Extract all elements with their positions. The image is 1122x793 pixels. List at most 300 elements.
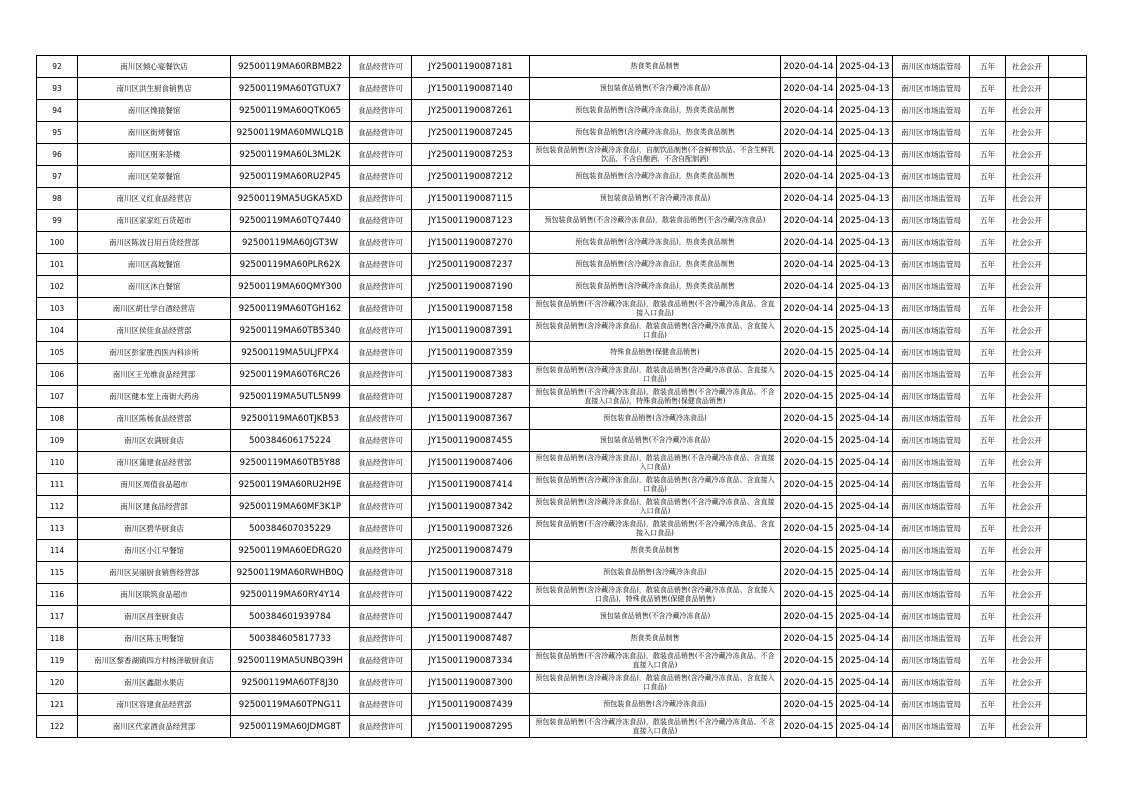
license-table: [36, 55, 1087, 738]
empty-cell: [1049, 276, 1087, 298]
table-row: [37, 210, 1087, 232]
valid-from: 2020-04-15: [781, 320, 837, 342]
valid-from: 2020-04-15: [781, 364, 837, 386]
valid-from: 2020-04-14: [781, 254, 837, 276]
business-scope: 预包装食品销售(含冷藏冷冻食品)，散装食品销售(含冷藏冷冻食品、含直接入口食品): [530, 320, 781, 342]
valid-from: 2020-04-15: [781, 562, 837, 584]
publicity-type: 社会公开: [1006, 474, 1049, 496]
valid-to: 2025-04-13: [837, 232, 893, 254]
license-number: JY15001190087287: [412, 386, 530, 408]
table-row: [37, 166, 1087, 188]
issuing-authority: 南川区市场监管局: [893, 518, 970, 540]
license-number: JY15001190087406: [412, 452, 530, 474]
valid-to: 2025-04-14: [837, 650, 893, 672]
empty-cell: [1049, 518, 1087, 540]
business-scope: 预包装食品销售(含冷藏冷冻食品)，热食类食品制售: [530, 254, 781, 276]
validity-term: 五年: [970, 232, 1006, 254]
license-type: 食品经营许可: [350, 606, 412, 628]
license-type: 食品经营许可: [350, 232, 412, 254]
table-row: [37, 298, 1087, 320]
valid-to: 2025-04-14: [837, 628, 893, 650]
publicity-type: 社会公开: [1006, 364, 1049, 386]
business-scope: 预包装食品销售(含冷藏冷冻食品): [530, 694, 781, 716]
publicity-type: 社会公开: [1006, 320, 1049, 342]
business-scope: 预包装食品销售(含冷藏冷冻食品)，散装食品销售(含冷藏冷冻食品、含直接入口食品)，特殊食品销售(保健食品销售): [530, 584, 781, 606]
valid-from: 2020-04-15: [781, 342, 837, 364]
credit-code: 92500119MA60T6RC26: [231, 364, 350, 386]
valid-from: 2020-04-14: [781, 166, 837, 188]
credit-code: 92500119MA60RY4Y14: [231, 584, 350, 606]
license-type: 食品经营许可: [350, 430, 412, 452]
empty-cell: [1049, 320, 1087, 342]
row-number: 116: [37, 584, 78, 606]
valid-from: 2020-04-15: [781, 716, 837, 738]
valid-from: 2020-04-14: [781, 100, 837, 122]
publicity-type: 社会公开: [1006, 430, 1049, 452]
table-row: [37, 518, 1087, 540]
publicity-type: 社会公开: [1006, 254, 1049, 276]
publicity-type: 社会公开: [1006, 210, 1049, 232]
empty-cell: [1049, 386, 1087, 408]
license-number: JY15001190087414: [412, 474, 530, 496]
issuing-authority: 南川区市场监管局: [893, 716, 970, 738]
valid-to: 2025-04-14: [837, 584, 893, 606]
business-scope: 热食类食品制售: [530, 628, 781, 650]
valid-from: 2020-04-14: [781, 122, 837, 144]
validity-term: 五年: [970, 56, 1006, 78]
valid-from: 2020-04-14: [781, 78, 837, 100]
issuing-authority: 南川区市场监管局: [893, 540, 970, 562]
credit-code: 92500119MA60TPNG11: [231, 694, 350, 716]
publicity-type: 社会公开: [1006, 694, 1049, 716]
business-scope: 预包装食品销售(含冷藏冷冻食品)，自制饮品制售(不含鲜榨饮品、不含生鲜乳饮品、不含自酿酒、不含自配制酒): [530, 144, 781, 166]
business-scope: 预包装食品销售(含冷藏冷冻食品): [530, 562, 781, 584]
row-number: 115: [37, 562, 78, 584]
business-name: 南川区馋猿餐馆: [78, 100, 231, 122]
row-number: 108: [37, 408, 78, 430]
table-row: [37, 430, 1087, 452]
business-name: 南川区联筑食品超市: [78, 584, 231, 606]
table-row: [37, 628, 1087, 650]
valid-from: 2020-04-15: [781, 650, 837, 672]
license-number: JY15001190087295: [412, 716, 530, 738]
validity-term: 五年: [970, 386, 1006, 408]
license-number: JY25001190087261: [412, 100, 530, 122]
license-number: JY25001190087190: [412, 276, 530, 298]
publicity-type: 社会公开: [1006, 650, 1049, 672]
business-scope: 热食类食品制售: [530, 540, 781, 562]
issuing-authority: 南川区市场监管局: [893, 562, 970, 584]
valid-to: 2025-04-14: [837, 716, 893, 738]
issuing-authority: 南川区市场监管局: [893, 342, 970, 364]
business-scope: 预包装食品销售(不含冷藏冷冻食品)，散装食品销售(不含冷藏冷冻食品、含直接入口食品): [530, 298, 781, 320]
row-number: 99: [37, 210, 78, 232]
issuing-authority: 南川区市场监管局: [893, 496, 970, 518]
valid-from: 2020-04-14: [781, 188, 837, 210]
license-type: 食品经营许可: [350, 298, 412, 320]
publicity-type: 社会公开: [1006, 408, 1049, 430]
credit-code: 92500119MA60QMY300: [231, 276, 350, 298]
row-number: 94: [37, 100, 78, 122]
publicity-type: 社会公开: [1006, 342, 1049, 364]
issuing-authority: 南川区市场监管局: [893, 474, 970, 496]
publicity-type: 社会公开: [1006, 298, 1049, 320]
credit-code: 500384601939784: [231, 606, 350, 628]
valid-to: 2025-04-13: [837, 166, 893, 188]
table-body: [37, 56, 1087, 738]
license-type: 食品经营许可: [350, 694, 412, 716]
valid-from: 2020-04-14: [781, 276, 837, 298]
license-number: JY15001190087383: [412, 364, 530, 386]
valid-from: 2020-04-14: [781, 232, 837, 254]
license-number: JY25001190087237: [412, 254, 530, 276]
credit-code: 92500119MA60TGTUX7: [231, 78, 350, 100]
business-scope: 预包装食品销售(不含冷藏冷冻食品)，散装食品销售(不含冷藏冷冻食品): [530, 210, 781, 232]
business-name: 南川区陈杨食品经营部: [78, 408, 231, 430]
publicity-type: 社会公开: [1006, 78, 1049, 100]
license-number: JY15001190087334: [412, 650, 530, 672]
row-number: 120: [37, 672, 78, 694]
valid-to: 2025-04-14: [837, 518, 893, 540]
validity-term: 五年: [970, 122, 1006, 144]
empty-cell: [1049, 100, 1087, 122]
valid-to: 2025-04-14: [837, 364, 893, 386]
valid-from: 2020-04-15: [781, 386, 837, 408]
validity-term: 五年: [970, 584, 1006, 606]
license-type: 食品经营许可: [350, 386, 412, 408]
table-row: [37, 144, 1087, 166]
business-scope: 预包装食品销售(不含冷藏冷冻食品): [530, 430, 781, 452]
valid-to: 2025-04-14: [837, 496, 893, 518]
credit-code: 92500119MA60PLR62X: [231, 254, 350, 276]
issuing-authority: 南川区市场监管局: [893, 56, 970, 78]
valid-to: 2025-04-13: [837, 276, 893, 298]
license-number: JY15001190087318: [412, 562, 530, 584]
table-row: [37, 386, 1087, 408]
license-type: 食品经营许可: [350, 166, 412, 188]
credit-code: 92500119MA60RWHB0Q: [231, 562, 350, 584]
valid-from: 2020-04-14: [781, 298, 837, 320]
license-number: JY15001190087115: [412, 188, 530, 210]
license-type: 食品经营许可: [350, 518, 412, 540]
business-name: 南川区荣翠餐馆: [78, 166, 231, 188]
credit-code: 92500119MA60TQ7440: [231, 210, 350, 232]
validity-term: 五年: [970, 452, 1006, 474]
license-type: 食品经营许可: [350, 144, 412, 166]
business-name: 南川区碧华厨食店: [78, 518, 231, 540]
table-row: [37, 694, 1087, 716]
table-row: [37, 474, 1087, 496]
table-row: [37, 540, 1087, 562]
business-name: 南川区周值食品超市: [78, 474, 231, 496]
business-scope: 预包装食品销售(不含冷藏冷冻食品): [530, 188, 781, 210]
credit-code: 92500119MA5ULJFPX4: [231, 342, 350, 364]
credit-code: 92500119MA5UGKA5XD: [231, 188, 350, 210]
issuing-authority: 南川区市场监管局: [893, 452, 970, 474]
business-name: 南川区小江早餐馆: [78, 540, 231, 562]
publicity-type: 社会公开: [1006, 276, 1049, 298]
empty-cell: [1049, 342, 1087, 364]
validity-term: 五年: [970, 364, 1006, 386]
business-name: 南川区家家红百货超市: [78, 210, 231, 232]
business-scope: 预包装食品销售(含冷藏冷冻食品)，热食类食品制售: [530, 276, 781, 298]
table-row: [37, 254, 1087, 276]
table-row: [37, 496, 1087, 518]
table-row: [37, 650, 1087, 672]
publicity-type: 社会公开: [1006, 144, 1049, 166]
credit-code: 92500119MA60JGT3W: [231, 232, 350, 254]
validity-term: 五年: [970, 78, 1006, 100]
validity-term: 五年: [970, 276, 1006, 298]
issuing-authority: 南川区市场监管局: [893, 672, 970, 694]
validity-term: 五年: [970, 562, 1006, 584]
license-number: JY15001190087439: [412, 694, 530, 716]
empty-cell: [1049, 474, 1087, 496]
credit-code: 92500119MA60TB5Y88: [231, 452, 350, 474]
validity-term: 五年: [970, 188, 1006, 210]
license-type: 食品经营许可: [350, 364, 412, 386]
row-number: 110: [37, 452, 78, 474]
table-row: [37, 78, 1087, 100]
license-number: JY15001190087123: [412, 210, 530, 232]
row-number: 97: [37, 166, 78, 188]
business-scope: 预包装食品销售(含冷藏冷冻食品)，散装食品销售(不含冷藏冷冻食品、含直接入口食品): [530, 496, 781, 518]
business-name: 南川区建食品经营部: [78, 496, 231, 518]
valid-to: 2025-04-14: [837, 606, 893, 628]
row-number: 100: [37, 232, 78, 254]
valid-to: 2025-04-13: [837, 78, 893, 100]
business-name: 南川区黎香湖镇四方村杨泽敏厨食店: [78, 650, 231, 672]
validity-term: 五年: [970, 540, 1006, 562]
credit-code: 92500119MA60RBMB22: [231, 56, 350, 78]
empty-cell: [1049, 716, 1087, 738]
empty-cell: [1049, 254, 1087, 276]
table-row: [37, 320, 1087, 342]
credit-code: 92500119MA60MWLQ1B: [231, 122, 350, 144]
row-number: 102: [37, 276, 78, 298]
license-type: 食品经营许可: [350, 672, 412, 694]
credit-code: 92500119MA60RU2H9E: [231, 474, 350, 496]
issuing-authority: 南川区市场监管局: [893, 320, 970, 342]
publicity-type: 社会公开: [1006, 518, 1049, 540]
issuing-authority: 南川区市场监管局: [893, 606, 970, 628]
issuing-authority: 南川区市场监管局: [893, 254, 970, 276]
valid-from: 2020-04-15: [781, 408, 837, 430]
empty-cell: [1049, 650, 1087, 672]
license-number: JY15001190087455: [412, 430, 530, 452]
license-type: 食品经营许可: [350, 320, 412, 342]
business-scope: 预包装食品销售(不含冷藏冷冻食品)，散装食品销售(不含冷藏冷冻食品、不含直接入口食品): [530, 650, 781, 672]
license-number: JY15001190087487: [412, 628, 530, 650]
table-row: [37, 364, 1087, 386]
business-scope: 预包装食品销售(不含冷藏冷冻食品): [530, 78, 781, 100]
row-number: 95: [37, 122, 78, 144]
credit-code: 92500119MA60L3ML2K: [231, 144, 350, 166]
business-scope: 预包装食品销售(不含冷藏冷冻食品)，散装食品销售(不含冷藏冷冻食品、不含直接入口食品)，特殊食品销售(保健食品销售): [530, 386, 781, 408]
empty-cell: [1049, 166, 1087, 188]
valid-to: 2025-04-14: [837, 562, 893, 584]
credit-code: 92500119MA60QTK065: [231, 100, 350, 122]
credit-code: 92500119MA60RU2P45: [231, 166, 350, 188]
empty-cell: [1049, 232, 1087, 254]
row-number: 111: [37, 474, 78, 496]
valid-from: 2020-04-14: [781, 144, 837, 166]
empty-cell: [1049, 408, 1087, 430]
business-name: 南川区鑫甜水果店: [78, 672, 231, 694]
validity-term: 五年: [970, 100, 1006, 122]
publicity-type: 社会公开: [1006, 122, 1049, 144]
credit-code: 92500119MA60TB5340: [231, 320, 350, 342]
table-row: [37, 408, 1087, 430]
publicity-type: 社会公开: [1006, 100, 1049, 122]
license-number: JY15001190087270: [412, 232, 530, 254]
business-scope: 预包装食品销售(含冷藏冷冻食品)，热食类食品制售: [530, 166, 781, 188]
license-number: JY25001190087181: [412, 56, 530, 78]
table-row: [37, 716, 1087, 738]
business-name: 南川区健本堂上南街大药房: [78, 386, 231, 408]
validity-term: 五年: [970, 342, 1006, 364]
validity-term: 五年: [970, 650, 1006, 672]
business-name: 南川区陈波日用百货经营部: [78, 232, 231, 254]
license-type: 食品经营许可: [350, 562, 412, 584]
business-name: 南川区农满厨食店: [78, 430, 231, 452]
validity-term: 五年: [970, 320, 1006, 342]
empty-cell: [1049, 672, 1087, 694]
row-number: 122: [37, 716, 78, 738]
validity-term: 五年: [970, 694, 1006, 716]
license-type: 食品经营许可: [350, 276, 412, 298]
validity-term: 五年: [970, 298, 1006, 320]
empty-cell: [1049, 540, 1087, 562]
credit-code: 500384605817733: [231, 628, 350, 650]
business-scope: 特殊食品销售(保健食品销售): [530, 342, 781, 364]
table-row: [37, 122, 1087, 144]
license-type: 食品经营许可: [350, 56, 412, 78]
issuing-authority: 南川区市场监管局: [893, 210, 970, 232]
credit-code: 92500119MA60EDRG20: [231, 540, 350, 562]
empty-cell: [1049, 56, 1087, 78]
table-row: [37, 56, 1087, 78]
validity-term: 五年: [970, 210, 1006, 232]
valid-to: 2025-04-14: [837, 408, 893, 430]
license-type: 食品经营许可: [350, 100, 412, 122]
license-number: JY15001190087391: [412, 320, 530, 342]
row-number: 112: [37, 496, 78, 518]
valid-from: 2020-04-15: [781, 474, 837, 496]
row-number: 93: [37, 78, 78, 100]
empty-cell: [1049, 694, 1087, 716]
valid-to: 2025-04-14: [837, 474, 893, 496]
empty-cell: [1049, 188, 1087, 210]
valid-to: 2025-04-13: [837, 100, 893, 122]
issuing-authority: 南川区市场监管局: [893, 584, 970, 606]
business-scope: 预包装食品销售(含冷藏冷冻食品)，散装食品销售(含冷藏冷冻食品、含直接入口食品): [530, 672, 781, 694]
license-type: 食品经营许可: [350, 122, 412, 144]
business-name: 南川区容建食品经营部: [78, 694, 231, 716]
license-type: 食品经营许可: [350, 452, 412, 474]
validity-term: 五年: [970, 430, 1006, 452]
license-number: JY15001190087359: [412, 342, 530, 364]
valid-from: 2020-04-14: [781, 56, 837, 78]
table-row: [37, 606, 1087, 628]
business-name: 南川区陈玉明餐馆: [78, 628, 231, 650]
business-name: 南川区义红食品经营店: [78, 188, 231, 210]
valid-to: 2025-04-14: [837, 320, 893, 342]
row-number: 92: [37, 56, 78, 78]
license-number: JY15001190087422: [412, 584, 530, 606]
issuing-authority: 南川区市场监管局: [893, 694, 970, 716]
business-name: 南川区洪生厨食销售店: [78, 78, 231, 100]
credit-code: 92500119MA60MF3K1P: [231, 496, 350, 518]
row-number: 101: [37, 254, 78, 276]
row-number: 106: [37, 364, 78, 386]
business-scope: 热食类食品制售: [530, 56, 781, 78]
valid-to: 2025-04-14: [837, 540, 893, 562]
business-scope: 预包装食品销售(含冷藏冷冻食品)，热食类食品制售: [530, 232, 781, 254]
empty-cell: [1049, 78, 1087, 100]
publicity-type: 社会公开: [1006, 386, 1049, 408]
validity-term: 五年: [970, 518, 1006, 540]
valid-from: 2020-04-15: [781, 584, 837, 606]
row-number: 104: [37, 320, 78, 342]
valid-to: 2025-04-14: [837, 430, 893, 452]
row-number: 113: [37, 518, 78, 540]
row-number: 107: [37, 386, 78, 408]
empty-cell: [1049, 496, 1087, 518]
validity-term: 五年: [970, 474, 1006, 496]
row-number: 121: [37, 694, 78, 716]
business-name: 南川区蒲建食品经营部: [78, 452, 231, 474]
license-number: JY25001190087212: [412, 166, 530, 188]
valid-from: 2020-04-15: [781, 694, 837, 716]
row-number: 119: [37, 650, 78, 672]
issuing-authority: 南川区市场监管局: [893, 188, 970, 210]
issuing-authority: 南川区市场监管局: [893, 122, 970, 144]
empty-cell: [1049, 364, 1087, 386]
license-type: 食品经营许可: [350, 78, 412, 100]
license-number: JY15001190087447: [412, 606, 530, 628]
license-number: JY15001190087367: [412, 408, 530, 430]
validity-term: 五年: [970, 254, 1006, 276]
issuing-authority: 南川区市场监管局: [893, 100, 970, 122]
license-type: 食品经营许可: [350, 496, 412, 518]
business-name: 南川区代家酒食品经营部: [78, 716, 231, 738]
valid-from: 2020-04-15: [781, 628, 837, 650]
credit-code: 500384607035229: [231, 518, 350, 540]
empty-cell: [1049, 628, 1087, 650]
credit-code: 92500119MA5UTL5N99: [231, 386, 350, 408]
business-name: 南川区倾心宴餐饮店: [78, 56, 231, 78]
empty-cell: [1049, 452, 1087, 474]
license-type: 食品经营许可: [350, 584, 412, 606]
credit-code: 92500119MA60JDMG8T: [231, 716, 350, 738]
empty-cell: [1049, 144, 1087, 166]
business-name: 南川区侯佳食品经营部: [78, 320, 231, 342]
issuing-authority: 南川区市场监管局: [893, 364, 970, 386]
publicity-type: 社会公开: [1006, 56, 1049, 78]
valid-to: 2025-04-13: [837, 210, 893, 232]
validity-term: 五年: [970, 606, 1006, 628]
valid-from: 2020-04-15: [781, 518, 837, 540]
license-type: 食品经营许可: [350, 540, 412, 562]
issuing-authority: 南川区市场监管局: [893, 386, 970, 408]
valid-to: 2025-04-13: [837, 298, 893, 320]
credit-code: 500384606175224: [231, 430, 350, 452]
valid-from: 2020-04-14: [781, 210, 837, 232]
credit-code: 92500119MA60TJKB53: [231, 408, 350, 430]
credit-code: 92500119MA60TF8J30: [231, 672, 350, 694]
business-scope: 预包装食品销售(含冷藏冷冻食品)，散装食品销售(含冷藏冷冻食品、含直接入口食品): [530, 474, 781, 496]
